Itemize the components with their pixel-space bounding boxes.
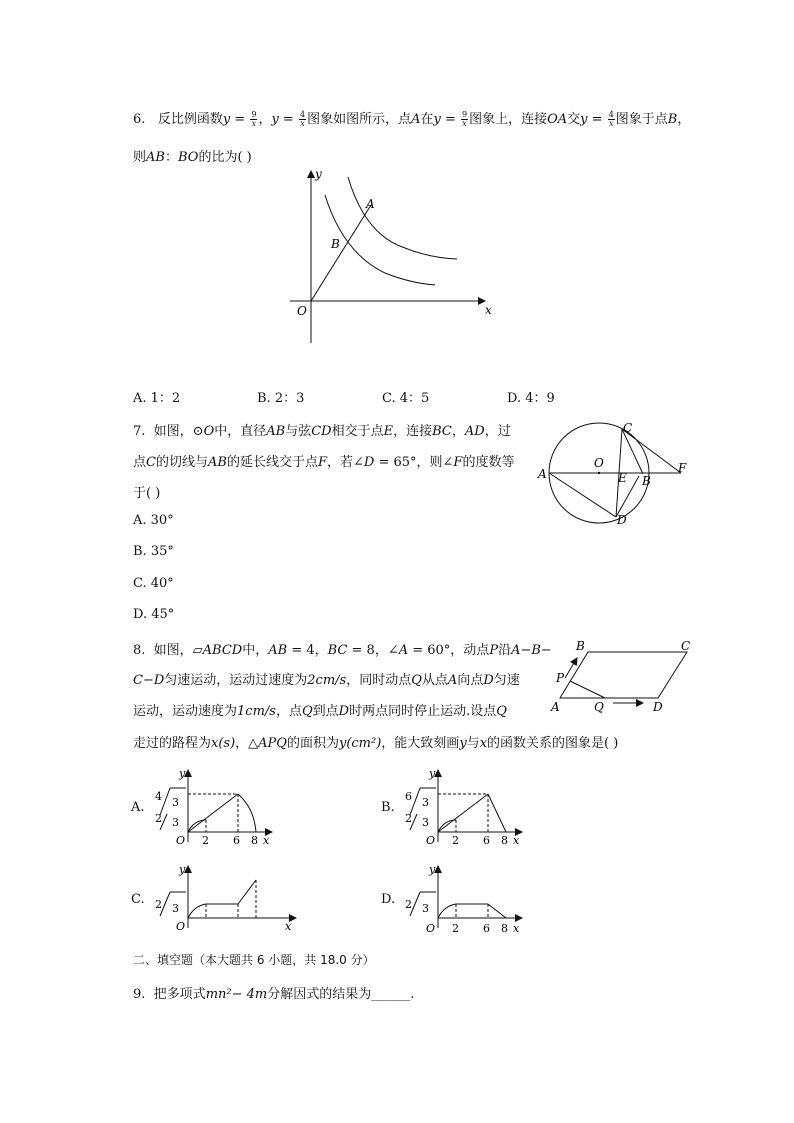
q6-option-b[interactable]: B. 2：3 [257, 391, 305, 406]
q8-label-a: A [551, 700, 560, 714]
q8-graph-c-label[interactable]: C. [131, 892, 145, 907]
q6-segment-OA [311, 205, 371, 301]
q6-option-d[interactable]: D. 4：9 [507, 391, 555, 406]
fraction-9-over-x-2: $\frac{9}{x}$ [462, 110, 468, 128]
q8-graph-a[interactable] [150, 764, 280, 849]
q7-label-e: E [618, 471, 627, 485]
q8-graph-d-label[interactable]: D. [381, 892, 396, 907]
section-2-heading: 二、填空题（本大题共 6 小题，共 18.0 分） [133, 953, 375, 967]
graph-c-x: x [285, 920, 292, 933]
graph-d-mid: 3 [422, 902, 429, 915]
q8-arrow-p [565, 658, 577, 678]
graph-b-tick-8: 8 [501, 834, 508, 847]
q6-option-c[interactable]: C. 4：5 [382, 391, 430, 406]
graph-b-tick-6: 6 [483, 834, 490, 847]
graph-a-top: 4 [155, 790, 162, 803]
graph-c-top: 2 [155, 898, 162, 911]
graph-b-mid: 3 [422, 796, 429, 809]
fraction-9-over-x: $\frac{9}{x}$ [251, 110, 257, 128]
q7-circle-figure [535, 418, 695, 533]
graph-c-o: O [176, 920, 186, 933]
graph-d-tick-6: 6 [483, 922, 490, 935]
q8-text-line3: 运动，运动速度为1cm/s，点Q到点D时两点同时停止运动.设点Q [133, 704, 507, 719]
graph-a-o: O [176, 834, 186, 847]
q8-label-c: C [681, 639, 691, 653]
graph-a-tick-8: 8 [251, 834, 258, 847]
graph-a-y: y [179, 767, 186, 780]
q8-parallelogram-figure [545, 636, 695, 716]
fraction-4-over-x: $\frac{4}{x}$ [299, 110, 306, 128]
q8-graph-c[interactable] [150, 860, 300, 940]
graph-b-top: 6 [405, 790, 412, 803]
q8-number: 8. [133, 643, 146, 658]
q7-label-d: D [617, 513, 627, 527]
q7-option-b[interactable]: B. 35° [133, 544, 174, 559]
q6-label-y: y [315, 167, 322, 181]
q8-graph-d[interactable] [400, 860, 530, 940]
q6-label-x: x [485, 303, 492, 317]
graph-b-x: x [513, 834, 520, 847]
graph-b-bot: 2 [405, 812, 412, 825]
q8-text-line2: C−D匀速运动，运动过速度为2cm/s，同时动点Q从点A向点D匀速 [133, 673, 520, 688]
q8-label-p: P [556, 671, 565, 685]
graph-d-y: y [429, 863, 436, 876]
q7-center-dot [598, 472, 600, 474]
q8-parallelogram [560, 652, 687, 698]
q8-label-d: D [653, 700, 663, 714]
graph-a-tick-2: 2 [202, 834, 209, 847]
q6-label-o: O [297, 304, 307, 318]
graph-a-tick-6: 6 [233, 834, 240, 847]
q7-label-f: F [678, 461, 687, 475]
graph-d-top: 2 [405, 898, 412, 911]
q9-number: 9. [133, 987, 146, 1002]
graph-b-o: O [426, 834, 436, 847]
q7-text-line1: 7. 如图，⊙O中，直径AB与弦CD相交于点E，连接BC，AD，过 [133, 424, 511, 439]
graph-b-y: y [429, 767, 436, 780]
q7-label-b: B [642, 474, 651, 488]
graph-d-o: O [426, 922, 436, 935]
q6-text-line1: 6. 反比例函数y = $\frac{9}{x}$ ，y = $\frac{4}{x}$ 图象如图所示，点A在y = $\frac{9}{x}$ 图象上，连接OA交y = $\frac{4}{x}$ 图象于点B， [133, 110, 691, 128]
q6-option-a[interactable]: A. 1：2 [133, 391, 181, 406]
q7-text-line2: 点C的切线与AB的延长线交于点F，若∠D = 65°，则∠F的度数等 [133, 455, 515, 470]
q7-segment-AD [549, 473, 616, 517]
graph-a-mid2: 3 [172, 816, 179, 829]
q6-curve-4-over-x [325, 195, 435, 285]
q8-text-line4: 走过的路程为x(s)，△APQ的面积为y(cm²)，能大致刻画y与x的函数关系的图象是( ) [133, 736, 619, 751]
q6-curve-9-over-x [348, 177, 457, 259]
q7-option-a[interactable]: A. 30° [133, 513, 174, 528]
graph-d-x: x [513, 922, 520, 935]
q8-label-q: Q [594, 700, 604, 714]
q9-text: 9. 把多项式mn²− 4m分解因式的结果为______. [133, 987, 415, 1002]
graph-c-y: y [179, 863, 186, 876]
q8-graph-a-label[interactable]: A. [131, 800, 145, 815]
q9-answer-blank[interactable]: ______ [371, 987, 411, 1002]
q8-graph-b[interactable] [400, 764, 530, 849]
q6-hyperbola-figure [285, 165, 495, 350]
q8-label-b: B [576, 639, 585, 653]
graph-a-bot: 2 [155, 812, 162, 825]
graph-a-mid: 3 [172, 796, 179, 809]
q7-label-a: A [538, 467, 547, 481]
q7-option-d[interactable]: D. 45° [133, 607, 175, 622]
fraction-4-over-x-2: $\frac{4}{x}$ [608, 110, 614, 128]
q6-number: 6. [133, 112, 146, 127]
q8-segment-PQ [570, 681, 605, 698]
graph-b-mid2: 3 [422, 816, 429, 829]
q7-tangent-CF [622, 429, 681, 473]
graph-d-tick-2: 2 [452, 922, 459, 935]
graph-d-tick-8: 8 [501, 922, 508, 935]
q6-label-b: B [331, 237, 340, 251]
q6-text-line2: 则AB：BO的比为( ) [133, 150, 252, 165]
q6-label-a: A [366, 197, 375, 211]
q8-text-line1: 8. 如图，▱ABCD中，AB = 4，BC = 8，∠A = 60°，动点P沿A−B− [133, 643, 552, 658]
graph-c-mid: 3 [172, 902, 179, 915]
q7-option-c[interactable]: C. 40° [133, 576, 174, 591]
q7-label-o: O [594, 456, 604, 470]
q7-text-line3: 于( ) [133, 486, 161, 501]
graph-a-x: x [263, 834, 270, 847]
q8-graph-b-label[interactable]: B. [381, 800, 395, 815]
q7-number: 7. [133, 424, 146, 439]
graph-b-tick-2: 2 [452, 834, 459, 847]
q7-label-c: C [623, 421, 633, 435]
